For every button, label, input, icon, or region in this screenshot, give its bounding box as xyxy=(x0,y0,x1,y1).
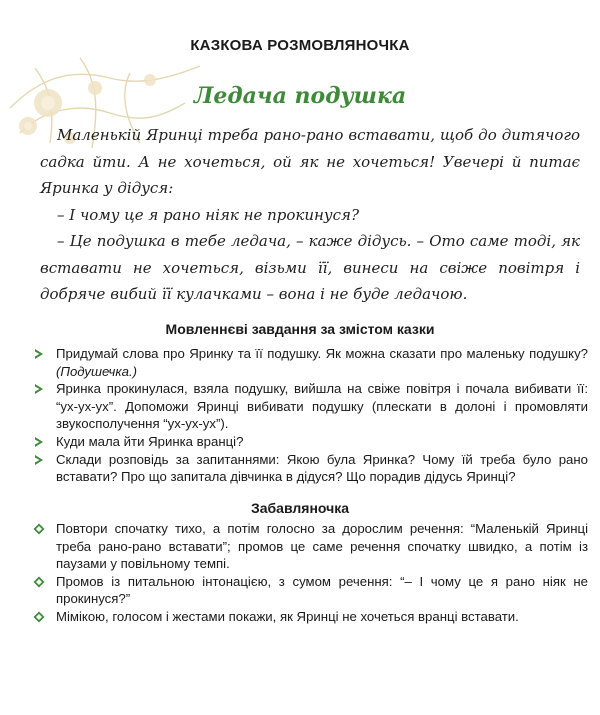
list-item xyxy=(33,380,588,433)
arrow-bullet-icon xyxy=(33,383,45,395)
list-item xyxy=(33,573,588,608)
diamond-bullet-icon xyxy=(33,576,45,588)
arrow-bullet-icon xyxy=(33,348,45,360)
game-heading: Забавляночка xyxy=(250,500,350,516)
list-item xyxy=(33,433,588,451)
section-title: КАЗКОВА РОЗМОВЛЯНОЧКА xyxy=(190,37,410,54)
story-text xyxy=(40,122,580,308)
list-item xyxy=(33,608,588,626)
list-item-text: Мімікою, голосом і жестами покажи, як Яринці не хочеться вранці вставати. xyxy=(56,608,519,624)
arrow-bullet-icon xyxy=(33,436,45,448)
arrow-bullet-icon xyxy=(33,454,45,466)
list-item-text: Промов із питальною інтонацією, з сумом речення: “– І чому це я рано ніяк не прокинуся?” xyxy=(56,573,588,607)
story-title: Ледача подушка xyxy=(193,83,407,109)
game-list xyxy=(33,520,588,626)
story-paragraph: – І чому це я рано ніяк не прокинуся? xyxy=(57,205,359,224)
list-item-note: (Подушечка.) xyxy=(56,363,137,379)
list-item-text: Повтори спочатку тихо, а потім голосно за дорослим речення: “Маленькій Яринці треба рано-рано вставати”; промов це саме речення спочатку швидко, а потім із паузами у повільному темпі. xyxy=(56,521,588,572)
list-item-text: Придумай слова про Яринку та її подушку. Як можна сказати про маленьку подушку? xyxy=(56,346,588,361)
list-item-text: Куди мала йти Яринка вранці? xyxy=(56,433,244,449)
tasks-list xyxy=(33,345,588,486)
list-item xyxy=(33,520,588,573)
list-item-text: Яринка прокинулася, взяла подушку, вийшла на свіже повітря і почала вибивати її: “ух-ух-ух”. Допоможи Яринці вибивати подушку (плескати в долоні і промовляти звукосполучення “ух-ух-ух”). xyxy=(56,381,588,432)
story-paragraph: – Це подушка в тебе ледача, – каже дідусь. – Ото саме тоді, як вставати не хочеться, візьми її, винеси на свіже повітря і добряче вибий її кулачками – вона і не буде ледачою. xyxy=(40,232,580,303)
list-item-text: Склади розповідь за запитаннями: Якою була Яринка? Чому їй треба було рано вставати? Про що запитала дівчинка в дідуся? Що порадив дідусь Яринці? xyxy=(56,451,588,485)
story-paragraph: Маленькій Яринці треба рано-рано вставати, щоб до дитячого садка йти. А не хочеться, ой як не хочеться! Увечері й питає Яринка у дідуся: xyxy=(40,126,580,197)
diamond-bullet-icon xyxy=(33,611,45,623)
diamond-bullet-icon xyxy=(33,523,45,535)
tasks-heading: Мовленнєві завдання за змістом казки xyxy=(165,321,435,337)
list-item xyxy=(33,451,588,486)
list-item xyxy=(33,345,588,380)
